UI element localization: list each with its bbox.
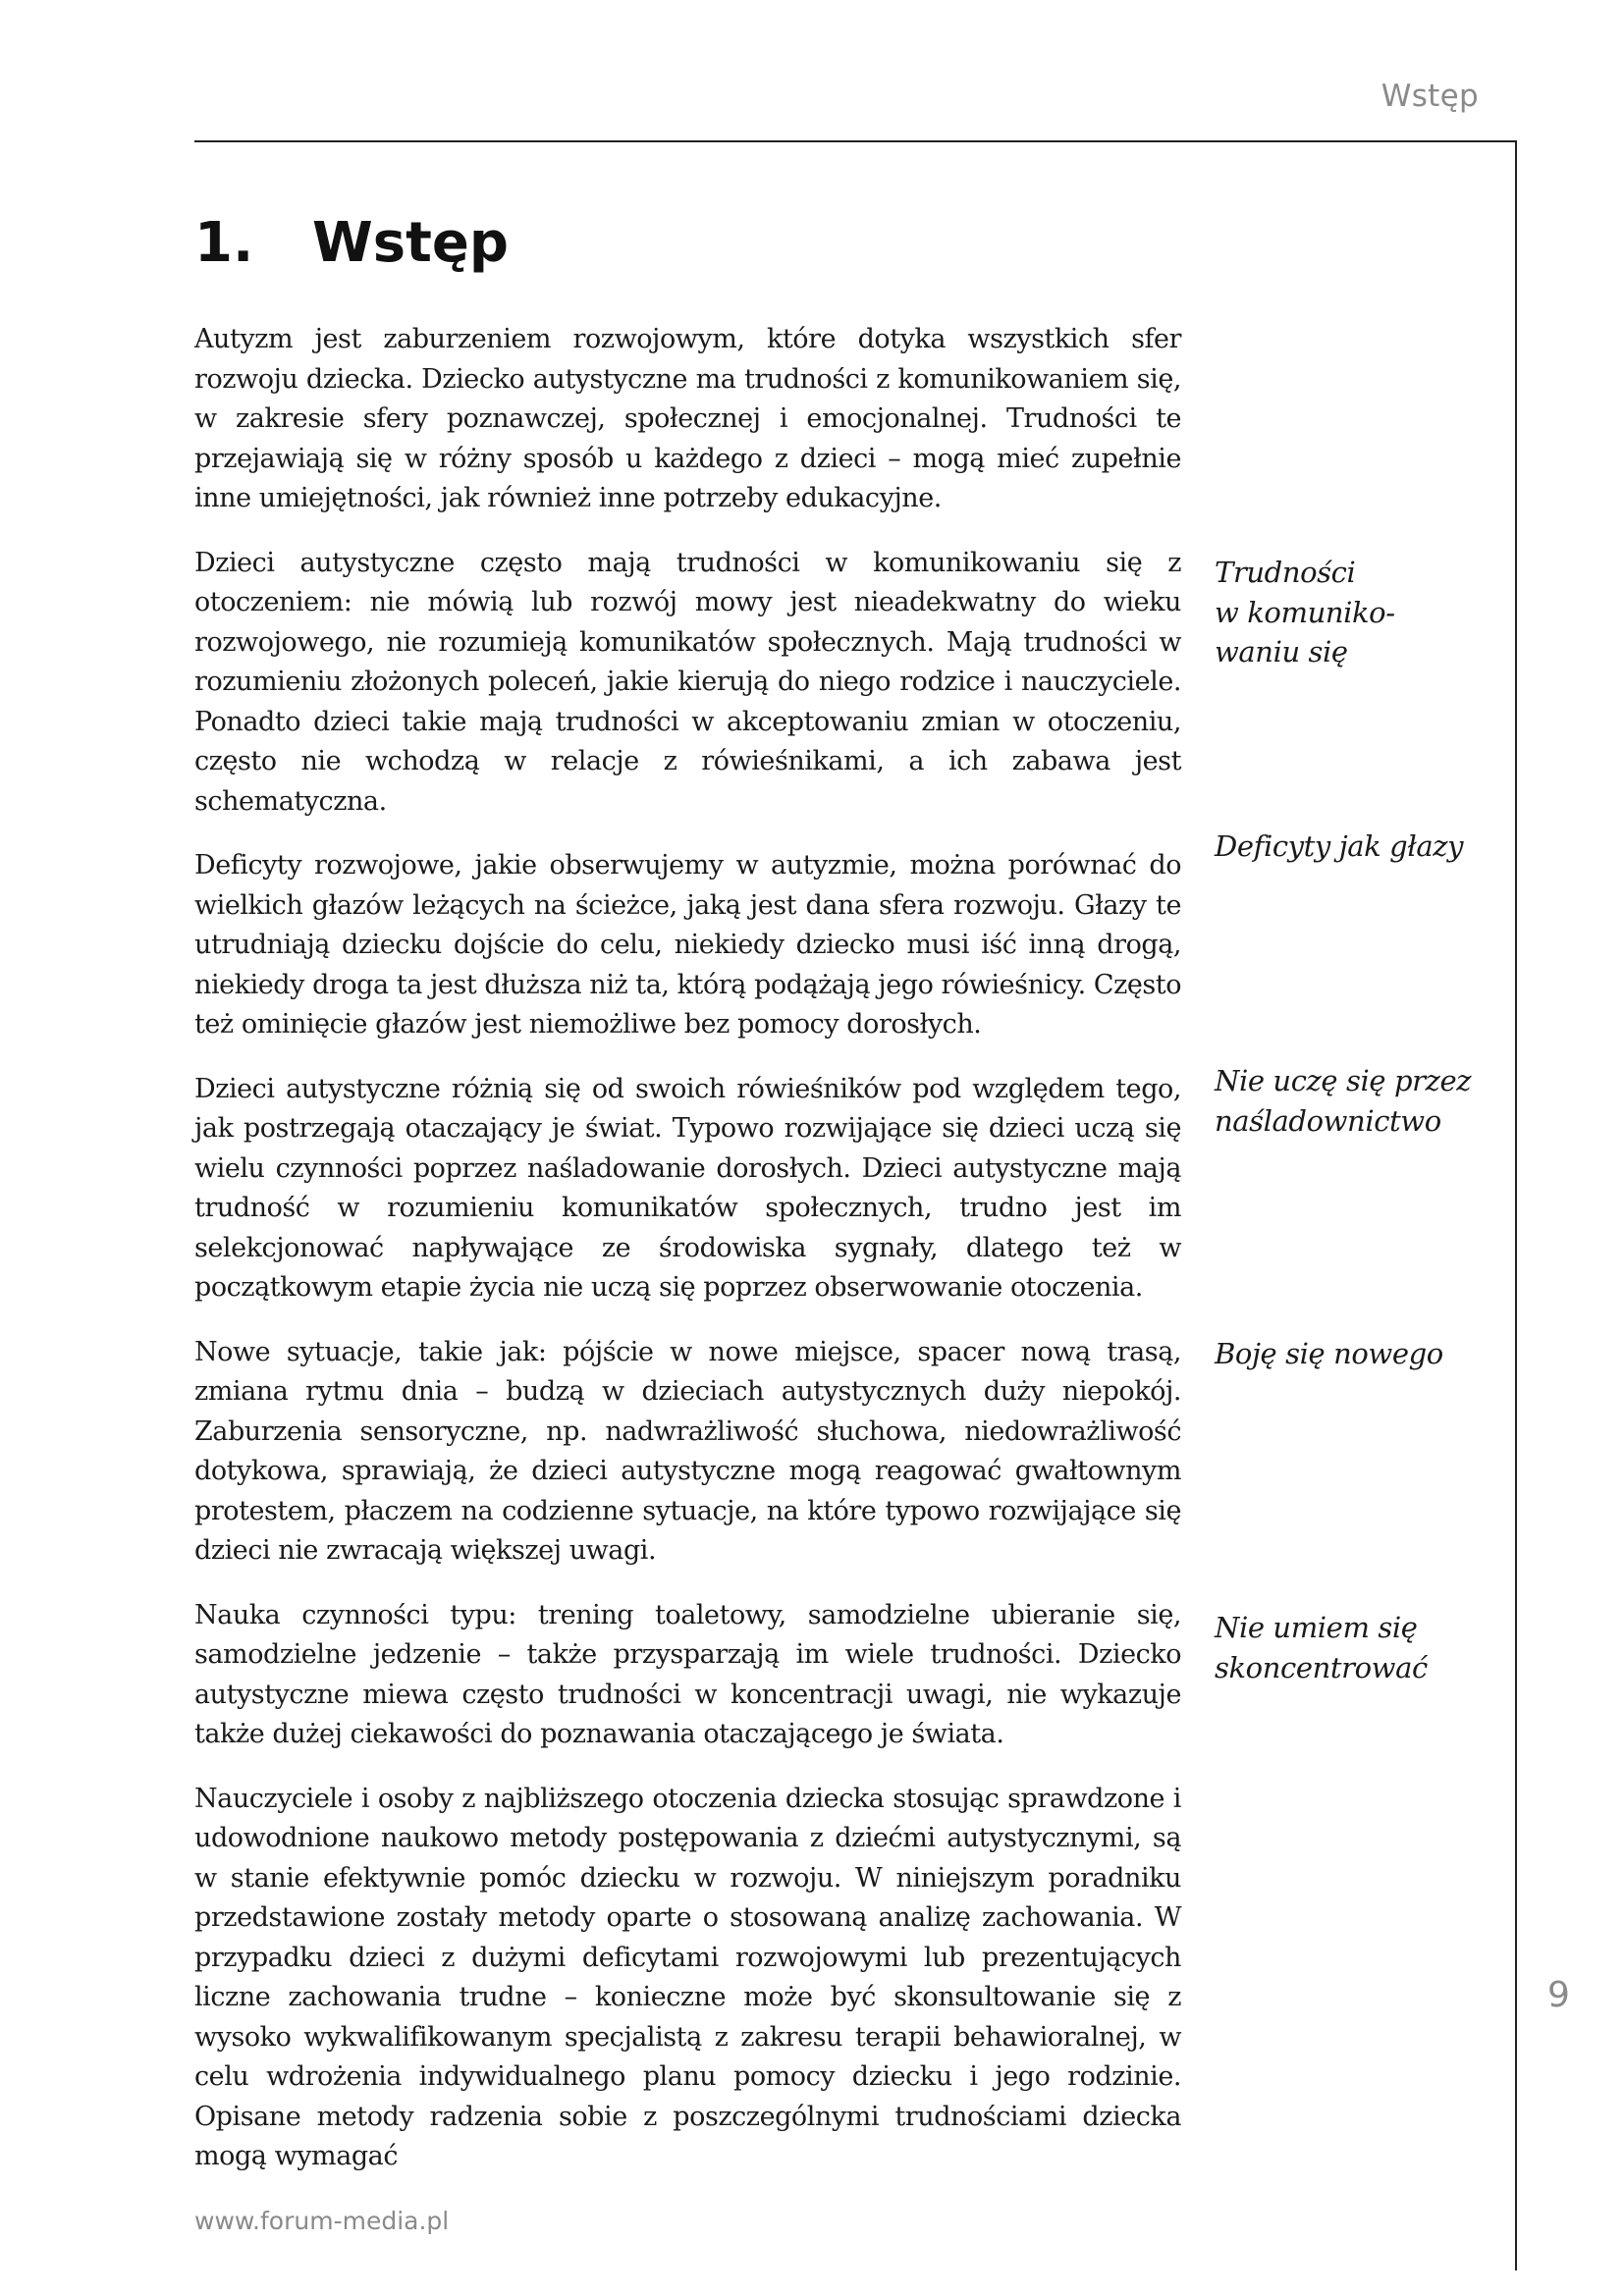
page-number: 9	[1547, 1975, 1570, 2015]
chapter-title-text: Wstęp	[312, 211, 509, 275]
side-note-line: Boję się nowego	[1215, 1337, 1443, 1370]
side-note-line: Nie uczę się przez	[1215, 1064, 1472, 1097]
paragraph-concentration: Nauka czynności typu: trening toaletowy, samodzielne ubieranie się, samodzielne jedzenie – także przysparzają im wiele trudności. Dziecko autystyczne miewa często trudności w koncentracji uwagi, nie wykazuje także dużej ciekawości do poznawania otaczającego je świata.	[194, 1599, 1181, 1749]
chapter-number: 1.	[194, 211, 254, 275]
paragraph-methods: Nauczyciele i osoby z najbliższego otoczenia dziecka stosując sprawdzone i udowodnione naukowo metody postępowania z dziećmi autystycznymi, są w stanie efektywnie pomóc dziecku w rozwoju. W niniejszym poradniku przedstawione zostały metody oparte o stosowaną analizę zachowania. W przypadku dzieci z dużymi deficytami rozwojowymi lub prezentujących liczne zachowania trudne – konieczne może być skonsultowanie się z wysoko wykwalifikowanym specjalistą z zakresu terapii behawioralnej, w celu wdrożenia indywidualnego planu pomocy dziecku i jego rodzinie. Opisane metody radzenia sobie z poszczególnymi trudnościami dziecka mogą wymagać	[194, 1783, 1181, 2171]
body-column	[194, 320, 1181, 2202]
footer-url: www.forum-media.pl	[194, 2207, 450, 2235]
side-note-line: waniu się	[1215, 635, 1348, 668]
side-note-line: Deficyty jak głazy	[1215, 829, 1464, 863]
side-note-new	[1215, 1334, 1499, 1374]
side-note-line: Trudności	[1215, 556, 1356, 589]
paragraph-new-situations: Nowe sytuacje, takie jak: pójście w nowe miejsce, spacer nową trasą, zmiana rytmu dnia – budzą w dzieciach autystycznych duży niepokój. Zaburzenia sensoryczne, np. nadwrażliwość słuchowa, niedowrażliwość dotykowa, sprawiają, że dzieci autystyczne mogą reagować gwałtownym protestem, płaczem na codzienne sytuacje, na które typowo rozwijające się dzieci nie zwracają większej uwagi.	[194, 1336, 1181, 1566]
paragraph-imitation: Dzieci autystyczne różnią się od swoich rówieśników pod względem tego, jak postrzegają otaczający je świat. Typowo rozwijające się dzieci uczą się wielu czynności poprzez naśladowanie dorosłych. Dzieci autystyczne mają trudność w rozumieniu komunikatów społecznych, trudno jest im selekcjonować napływające ze środowiska sygnały, dlatego też w początkowym etapie życia nie uczą się poprzez obserwowanie otoczenia.	[194, 1073, 1181, 1303]
margin-rule	[1515, 140, 1517, 2270]
paragraph-intro: Autyzm jest zaburzeniem rozwojowym, które dotyka wszystkich sfer rozwoju dziecka. Dziecko autystyczne ma trudności z komunikowaniem się, w zakresie sfery poznawczej, społecznej i emocjonalnej. Trudności te przejawiają się w różny sposób u każdego z dzieci – mogą mieć zupełnie inne umiejętności, jak również inne potrzeby edukacyjne.	[194, 324, 1181, 513]
running-head: Wstęp	[1380, 79, 1479, 114]
side-note-line: naśladownictwo	[1215, 1103, 1441, 1138]
side-note-line: Nie umiem się	[1215, 1611, 1418, 1644]
header-rule	[194, 140, 1517, 142]
side-note-communication	[1215, 553, 1499, 672]
side-note-line: skoncentrować	[1215, 1650, 1428, 1684]
paragraph-communication: Dzieci autystyczne często mają trudności w komunikowaniu się z otoczeniem: nie mówią lub rozwój mowy jest nieadekwatny do wieku rozwojowego, nie rozumieją komunikatów społecznych. Mają trudności w rozumieniu złożonych poleceń, jakie kierują do niego rodzice i nauczyciele. Ponadto dzieci takie mają trudności w akceptowaniu zmian w otoczeniu, często nie wchodzą w relacje z rówieśnikami, a ich zabawa jest schematyczna.	[194, 547, 1181, 817]
chapter-title	[194, 208, 509, 279]
paragraph-deficits: Deficyty rozwojowe, jakie obserwujemy w autyzmie, można porównać do wielkich głazów leżących na ścieżce, jaką jest dana sfera rozwoju. Głazy te utrudniają dziecku dojście do celu, niekiedy dziecko musi iść inną drogą, niekiedy droga ta jest dłuższa niż ta, którą podążają jego rówieśnicy. Często też ominięcie głazów jest niemożliwe bez pomocy dorosłych.	[194, 850, 1181, 1040]
side-note-concentration	[1215, 1608, 1499, 1687]
side-note-imitation	[1215, 1061, 1499, 1141]
side-note-deficits	[1215, 827, 1499, 867]
side-note-line: w komuniko-	[1215, 595, 1395, 629]
